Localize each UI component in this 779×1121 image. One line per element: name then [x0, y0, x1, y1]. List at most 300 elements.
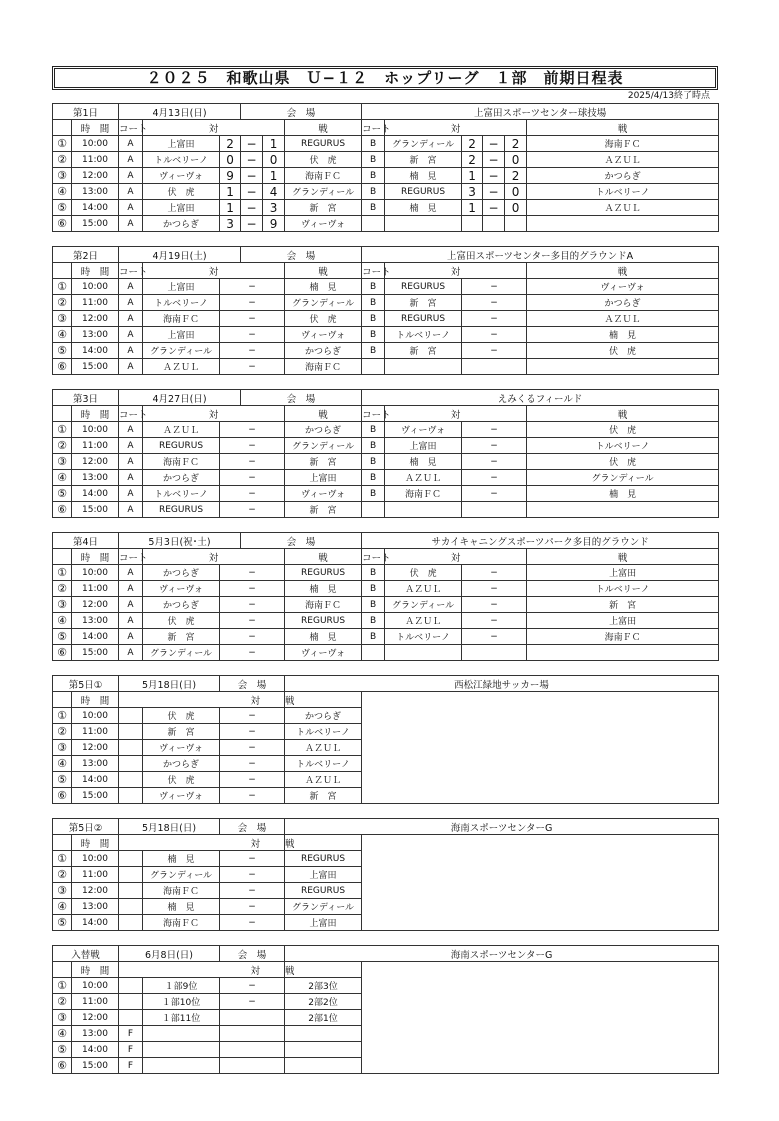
team-away: 楠 見 [527, 486, 719, 502]
match-dash: − [220, 359, 285, 375]
kickoff-time: 15:00 [72, 645, 119, 661]
team-away: ＡＺＵＬ [527, 152, 719, 168]
court-header: コート [362, 120, 385, 136]
match-row [53, 1042, 719, 1058]
team-home: REGURUS [385, 184, 462, 200]
court-a [119, 756, 143, 772]
team-away: 新 宮 [285, 502, 362, 518]
match-number: ⑥ [53, 502, 72, 518]
team-home: 海南ＦＣ [385, 486, 462, 502]
team-home: かつらぎ [143, 470, 220, 486]
team-away: トルベリーノ [285, 756, 362, 772]
team-away: 楠 見 [285, 629, 362, 645]
court-b: B [362, 327, 385, 343]
match-row [53, 1026, 719, 1042]
team-home: 新 宮 [385, 343, 462, 359]
vs-header: 対 [385, 120, 527, 136]
time-header: 時 間 [72, 406, 119, 422]
team-away: 上富田 [285, 470, 362, 486]
match-number: ① [53, 279, 72, 295]
time-header: 時 間 [72, 549, 119, 565]
team-away: 2部1位 [285, 1010, 362, 1026]
team-home: グランディール [143, 867, 220, 883]
team-home: 伏 虎 [143, 772, 220, 788]
kickoff-time: 15:00 [72, 788, 119, 804]
match-number: ③ [53, 168, 72, 184]
court-a: A [119, 629, 143, 645]
kickoff-time: 10:00 [72, 708, 119, 724]
team-home: 新 宮 [143, 724, 220, 740]
court-a: A [119, 295, 143, 311]
court-b: B [362, 295, 385, 311]
match-number: ④ [53, 327, 72, 343]
kickoff-time: 14:00 [72, 915, 119, 931]
team-home: ヴィーヴォ [143, 581, 220, 597]
team-home: １部10位 [143, 994, 220, 1010]
schedule-section-table [52, 389, 719, 518]
match-date: 6月8日(日) [119, 946, 220, 962]
team-away: ヴィーヴォ [285, 327, 362, 343]
venue-label: 会 場 [220, 819, 285, 835]
match-row [53, 486, 719, 502]
match-number: ⑤ [53, 629, 72, 645]
section-header-row [53, 676, 719, 692]
team-away: かつらぎ [285, 343, 362, 359]
kickoff-time: 14:00 [72, 200, 119, 216]
team-away: グランディール [527, 470, 719, 486]
team-home: 伏 虎 [143, 708, 220, 724]
page-title: ２０２５ 和歌山県 Ｕ−１２ ホップリーグ １部 前期日程表 [52, 66, 718, 90]
score-dash: − [483, 152, 505, 168]
court-b: B [362, 438, 385, 454]
blank-cell [362, 708, 719, 724]
court-a: A [119, 454, 143, 470]
court-header: コート [119, 120, 143, 136]
kickoff-time: 10:00 [72, 136, 119, 152]
court-a: F [119, 1058, 143, 1074]
score-home: 0 [220, 152, 241, 168]
team-home: 上富田 [143, 327, 220, 343]
match-number: ⑥ [53, 359, 72, 375]
score-home: 3 [220, 216, 241, 232]
match-dash: − [220, 581, 285, 597]
match-dash: − [462, 613, 527, 629]
venue-label: 会 場 [241, 533, 362, 549]
team-home [143, 1026, 220, 1042]
sen-header: 戦 [527, 406, 719, 422]
match-number: ② [53, 994, 72, 1010]
court-b: B [362, 168, 385, 184]
court-a [119, 1010, 143, 1026]
court-a [119, 724, 143, 740]
as-of-note: 2025/4/13終了時点 [627, 91, 710, 101]
team-home: トルベリーノ [143, 152, 220, 168]
time-header: 時 間 [72, 263, 119, 279]
schedule-sections [52, 103, 718, 1074]
venue-name: 西松江緑地サッカー場 [285, 676, 719, 692]
blank-cell [362, 788, 719, 804]
kickoff-time: 15:00 [72, 502, 119, 518]
team-away: 楠 見 [527, 327, 719, 343]
section-gap [52, 804, 718, 818]
team-away: REGURUS [285, 883, 362, 899]
team-away: グランディール [285, 295, 362, 311]
blank-cell [362, 740, 719, 756]
court-a: A [119, 311, 143, 327]
sen-header: 戦 [285, 835, 362, 851]
team-home: 新 宮 [385, 295, 462, 311]
match-number: ① [53, 136, 72, 152]
score-away: 0 [505, 152, 527, 168]
match-dash: − [220, 597, 285, 613]
score-dash: − [483, 200, 505, 216]
match-number: ② [53, 438, 72, 454]
court-a [119, 851, 143, 867]
score-away [505, 216, 527, 232]
sen-header: 戦 [527, 549, 719, 565]
blank-cell [362, 899, 719, 915]
match-dash [220, 1058, 285, 1074]
kickoff-time: 13:00 [72, 327, 119, 343]
match-row [53, 279, 719, 295]
match-dash: − [220, 851, 285, 867]
kickoff-time: 15:00 [72, 1058, 119, 1074]
vs-header: 対 [119, 962, 285, 978]
kickoff-time: 12:00 [72, 883, 119, 899]
score-away: 2 [505, 136, 527, 152]
match-row [53, 883, 719, 899]
section-header-row [53, 533, 719, 549]
blank-cell [53, 406, 72, 422]
kickoff-time: 11:00 [72, 438, 119, 454]
kickoff-time: 12:00 [72, 311, 119, 327]
court-header: コート [119, 406, 143, 422]
team-home: 上富田 [143, 279, 220, 295]
blank-cell [362, 851, 719, 867]
team-away: 海南ＦＣ [527, 136, 719, 152]
section-header-row [53, 819, 719, 835]
team-away: 伏 虎 [285, 152, 362, 168]
venue-label: 会 場 [241, 390, 362, 406]
match-dash: − [220, 708, 285, 724]
match-dash: − [220, 613, 285, 629]
match-dash: − [220, 470, 285, 486]
kickoff-time: 14:00 [72, 772, 119, 788]
match-number: ③ [53, 454, 72, 470]
match-row [53, 152, 719, 168]
match-number: ② [53, 867, 72, 883]
blank-cell [362, 1058, 719, 1074]
score-away: 0 [263, 152, 285, 168]
team-away: 新 宮 [527, 597, 719, 613]
team-home: 海南ＦＣ [143, 311, 220, 327]
team-home [385, 502, 462, 518]
day-label: 第3日 [53, 390, 119, 406]
blank-cell [362, 1010, 719, 1026]
team-home: 楠 見 [143, 851, 220, 867]
court-header: コート [119, 263, 143, 279]
vs-header: 対 [385, 263, 527, 279]
kickoff-time: 10:00 [72, 851, 119, 867]
court-a: A [119, 136, 143, 152]
score-home: 2 [220, 136, 241, 152]
team-away: 海南ＦＣ [285, 168, 362, 184]
match-date: 4月13日(日) [119, 104, 241, 120]
match-number: ④ [53, 470, 72, 486]
match-number: ⑤ [53, 1042, 72, 1058]
court-b: B [362, 597, 385, 613]
match-number: ② [53, 581, 72, 597]
vs-header: 対 [385, 549, 527, 565]
court-a: A [119, 581, 143, 597]
match-dash: − [220, 994, 285, 1010]
team-home: 楠 見 [385, 454, 462, 470]
match-number: ④ [53, 1026, 72, 1042]
match-dash: − [462, 565, 527, 581]
team-home [385, 216, 462, 232]
team-away [285, 1026, 362, 1042]
score-away: 1 [263, 168, 285, 184]
match-number: ③ [53, 1010, 72, 1026]
sen-header: 戦 [285, 962, 362, 978]
team-away: ヴィーヴォ [285, 645, 362, 661]
match-row [53, 470, 719, 486]
team-away: ＡＺＵＬ [285, 740, 362, 756]
vs-header: 対 [385, 406, 527, 422]
match-dash: − [462, 422, 527, 438]
team-home: REGURUS [385, 279, 462, 295]
match-number: ⑥ [53, 788, 72, 804]
schedule-section-table [52, 246, 719, 375]
kickoff-time: 15:00 [72, 359, 119, 375]
team-away: 上富田 [285, 867, 362, 883]
team-away: 2部2位 [285, 994, 362, 1010]
score-dash: − [241, 136, 263, 152]
match-number: ① [53, 978, 72, 994]
team-home [385, 359, 462, 375]
team-away: 上富田 [527, 613, 719, 629]
team-home: ＡＺＵＬ [143, 422, 220, 438]
sen-header: 戦 [285, 120, 362, 136]
team-home: 楠 見 [385, 200, 462, 216]
match-dash: − [220, 772, 285, 788]
match-number: ③ [53, 740, 72, 756]
score-away: 3 [263, 200, 285, 216]
team-away: REGURUS [285, 613, 362, 629]
score-away: 2 [505, 168, 527, 184]
score-away: 0 [505, 200, 527, 216]
match-number: ② [53, 295, 72, 311]
match-number: ① [53, 708, 72, 724]
team-away: 2部3位 [285, 978, 362, 994]
court-a: A [119, 200, 143, 216]
score-dash: − [241, 184, 263, 200]
blank-cell [53, 263, 72, 279]
court-a: A [119, 359, 143, 375]
match-row [53, 136, 719, 152]
score-home: 9 [220, 168, 241, 184]
match-dash [462, 645, 527, 661]
team-away [527, 502, 719, 518]
kickoff-time: 13:00 [72, 1026, 119, 1042]
vs-header: 対 [143, 406, 285, 422]
blank-cell [362, 867, 719, 883]
match-dash: − [220, 454, 285, 470]
court-a: A [119, 216, 143, 232]
time-header: 時 間 [72, 962, 119, 978]
match-row [53, 724, 719, 740]
kickoff-time: 12:00 [72, 1010, 119, 1026]
score-dash: − [241, 200, 263, 216]
score-home: 1 [220, 200, 241, 216]
match-number: ① [53, 565, 72, 581]
match-number: ④ [53, 899, 72, 915]
match-dash: − [462, 295, 527, 311]
court-b: B [362, 152, 385, 168]
kickoff-time: 12:00 [72, 740, 119, 756]
venue-label: 会 場 [241, 104, 362, 120]
court-b: B [362, 613, 385, 629]
court-a: A [119, 168, 143, 184]
venue-label: 会 場 [220, 946, 285, 962]
kickoff-time: 14:00 [72, 1042, 119, 1058]
court-a [119, 772, 143, 788]
day-label: 入替戦 [53, 946, 119, 962]
court-b [362, 216, 385, 232]
match-dash: − [462, 279, 527, 295]
court-a: A [119, 343, 143, 359]
score-home [462, 216, 483, 232]
team-home: かつらぎ [143, 216, 220, 232]
match-row [53, 454, 719, 470]
match-row [53, 645, 719, 661]
team-away: 新 宮 [285, 200, 362, 216]
court-b: B [362, 454, 385, 470]
team-away: ＡＺＵＬ [527, 200, 719, 216]
court-b: B [362, 581, 385, 597]
match-row [53, 295, 719, 311]
match-row [53, 168, 719, 184]
match-number: ⑤ [53, 915, 72, 931]
section-gap [52, 232, 718, 246]
match-dash [462, 502, 527, 518]
match-row [53, 597, 719, 613]
kickoff-time: 14:00 [72, 343, 119, 359]
match-number: ⑤ [53, 343, 72, 359]
team-home: ＡＺＵＬ [385, 613, 462, 629]
blank-cell [362, 1042, 719, 1058]
kickoff-time: 12:00 [72, 597, 119, 613]
match-number: ⑥ [53, 216, 72, 232]
match-row [53, 867, 719, 883]
venue-name: 上富田スポーツセンター多目的グラウンドA [362, 247, 719, 263]
match-dash: − [220, 295, 285, 311]
team-home: ＡＺＵＬ [385, 581, 462, 597]
court-b: B [362, 184, 385, 200]
match-number: ③ [53, 883, 72, 899]
schedule-section-table [52, 945, 719, 1074]
kickoff-time: 11:00 [72, 994, 119, 1010]
sen-header: 戦 [285, 692, 362, 708]
venue-label: 会 場 [241, 247, 362, 263]
time-header: 時 間 [72, 835, 119, 851]
match-number: ② [53, 152, 72, 168]
match-dash: − [220, 645, 285, 661]
match-dash: − [220, 629, 285, 645]
court-b: B [362, 311, 385, 327]
court-b: B [362, 486, 385, 502]
sen-header: 戦 [285, 549, 362, 565]
match-row [53, 740, 719, 756]
team-home: 上富田 [385, 438, 462, 454]
sen-header: 戦 [527, 263, 719, 279]
score-home: 2 [462, 136, 483, 152]
match-row [53, 184, 719, 200]
match-row [53, 978, 719, 994]
court-a: A [119, 279, 143, 295]
match-row [53, 343, 719, 359]
team-away [527, 359, 719, 375]
column-header-row [53, 549, 719, 565]
team-away: 新 宮 [285, 788, 362, 804]
kickoff-time: 11:00 [72, 581, 119, 597]
match-dash: − [220, 438, 285, 454]
section-gap [52, 931, 718, 945]
schedule-section-table [52, 675, 719, 804]
match-row [53, 613, 719, 629]
kickoff-time: 10:00 [72, 565, 119, 581]
match-row [53, 359, 719, 375]
section-header-row [53, 946, 719, 962]
match-dash: − [462, 597, 527, 613]
team-away: 上富田 [285, 915, 362, 931]
team-away: グランディール [285, 438, 362, 454]
time-header: 時 間 [72, 120, 119, 136]
kickoff-time: 11:00 [72, 295, 119, 311]
team-home: かつらぎ [143, 597, 220, 613]
match-dash: − [462, 327, 527, 343]
vs-header: 対 [119, 692, 285, 708]
team-away: トルベリーノ [527, 581, 719, 597]
match-dash: − [220, 756, 285, 772]
court-a [119, 788, 143, 804]
match-dash: − [220, 486, 285, 502]
court-a: F [119, 1042, 143, 1058]
kickoff-time: 12:00 [72, 454, 119, 470]
team-home [385, 645, 462, 661]
team-home: ヴィーヴォ [143, 168, 220, 184]
match-row [53, 438, 719, 454]
day-label: 第4日 [53, 533, 119, 549]
court-a: A [119, 597, 143, 613]
court-b: B [362, 200, 385, 216]
team-home: トルベリーノ [143, 486, 220, 502]
match-dash [220, 1010, 285, 1026]
match-row [53, 851, 719, 867]
team-home: 上富田 [143, 136, 220, 152]
team-away [285, 1042, 362, 1058]
team-away: 伏 虎 [527, 454, 719, 470]
section-gap [52, 518, 718, 532]
match-dash: − [220, 279, 285, 295]
match-dash: − [220, 311, 285, 327]
court-a: A [119, 327, 143, 343]
match-dash: − [220, 978, 285, 994]
column-header-row [53, 120, 719, 136]
match-dash: − [462, 581, 527, 597]
court-a: A [119, 184, 143, 200]
match-row [53, 581, 719, 597]
